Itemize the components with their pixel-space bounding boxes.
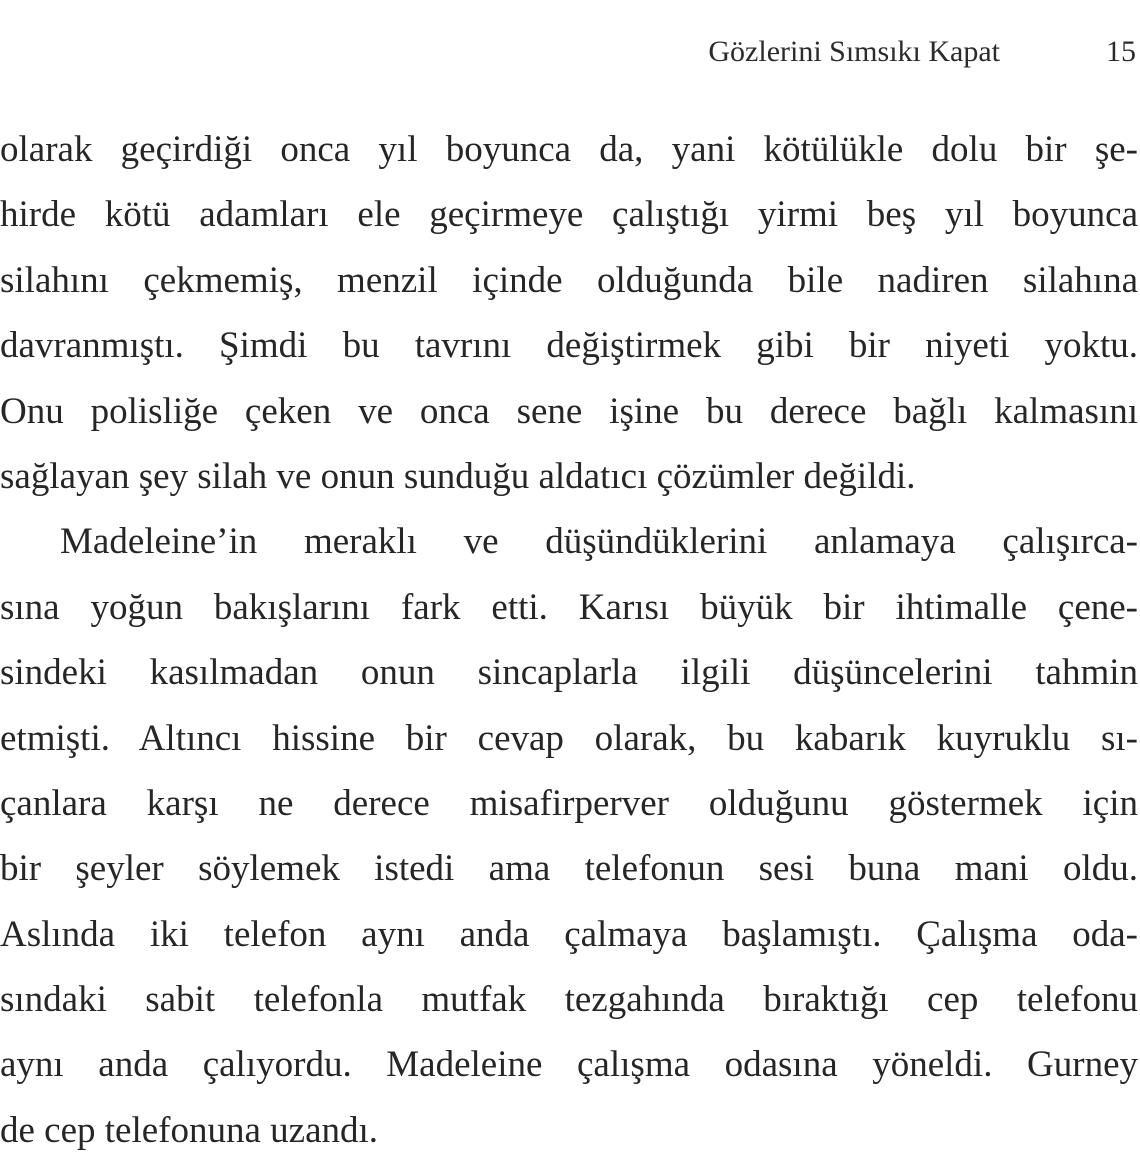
text-line: bir şeyler söylemek istedi ama telefonun sesi buna mani oldu. — [0, 848, 1138, 890]
text-line: Aslında iki telefon aynı anda çalmaya başlamıştı. Çalışma oda- — [0, 913, 1138, 955]
text-line: aynı anda çalıyordu. Madeleine çalışma odasına yöneldi. Gurney — [0, 1044, 1138, 1086]
text-line: Onu polisliğe çeken ve onca sene işine bu derece bağlı kalmasını — [0, 390, 1138, 432]
text-line: çanlara karşı ne derece misafirperver olduğunu göstermek için — [0, 782, 1138, 824]
text-line: hirde kötü adamları ele geçirmeye çalıştığı yirmi beş yıl boyunca — [0, 194, 1138, 236]
text-line: de cep telefonuna uzandı. — [0, 1109, 379, 1151]
text-line: sındaki sabit telefonla mutfak tezgahında bıraktığı cep telefonu — [0, 979, 1138, 1021]
text-line: silahını çekmemiş, menzil içinde olduğunda bile nadiren silahına — [0, 259, 1138, 301]
running-title: Gözlerini Sımsıkı Kapat — [708, 35, 1000, 68]
text-line: sindeki kasılmadan onun sincaplarla ilgili düşüncelerini tahmin — [0, 652, 1138, 694]
text-line: olarak geçirdiği onca yıl boyunca da, yani kötülükle dolu bir şe- — [0, 129, 1138, 170]
text-line: etmişti. Altıncı hissine bir cevap olarak, bu kabarık kuyruklu sı- — [0, 717, 1138, 759]
running-header — [0, 30, 1140, 74]
body-text — [0, 117, 1138, 1163]
text-line: sağlayan şey silah ve onun sunduğu aldatıcı çözümler değildi. — [0, 455, 916, 497]
page-number: 15 — [1106, 35, 1136, 68]
paragraph-first-line: Madeleine’in meraklı ve düşündüklerini anlamaya çalışırca- — [60, 521, 1138, 563]
text-line: davranmıştı. Şimdi bu tavrını değiştirmek gibi bir niyeti yoktu. — [0, 325, 1138, 367]
text-line: sına yoğun bakışlarını fark etti. Karısı büyük bir ihtimalle çene- — [0, 586, 1138, 628]
